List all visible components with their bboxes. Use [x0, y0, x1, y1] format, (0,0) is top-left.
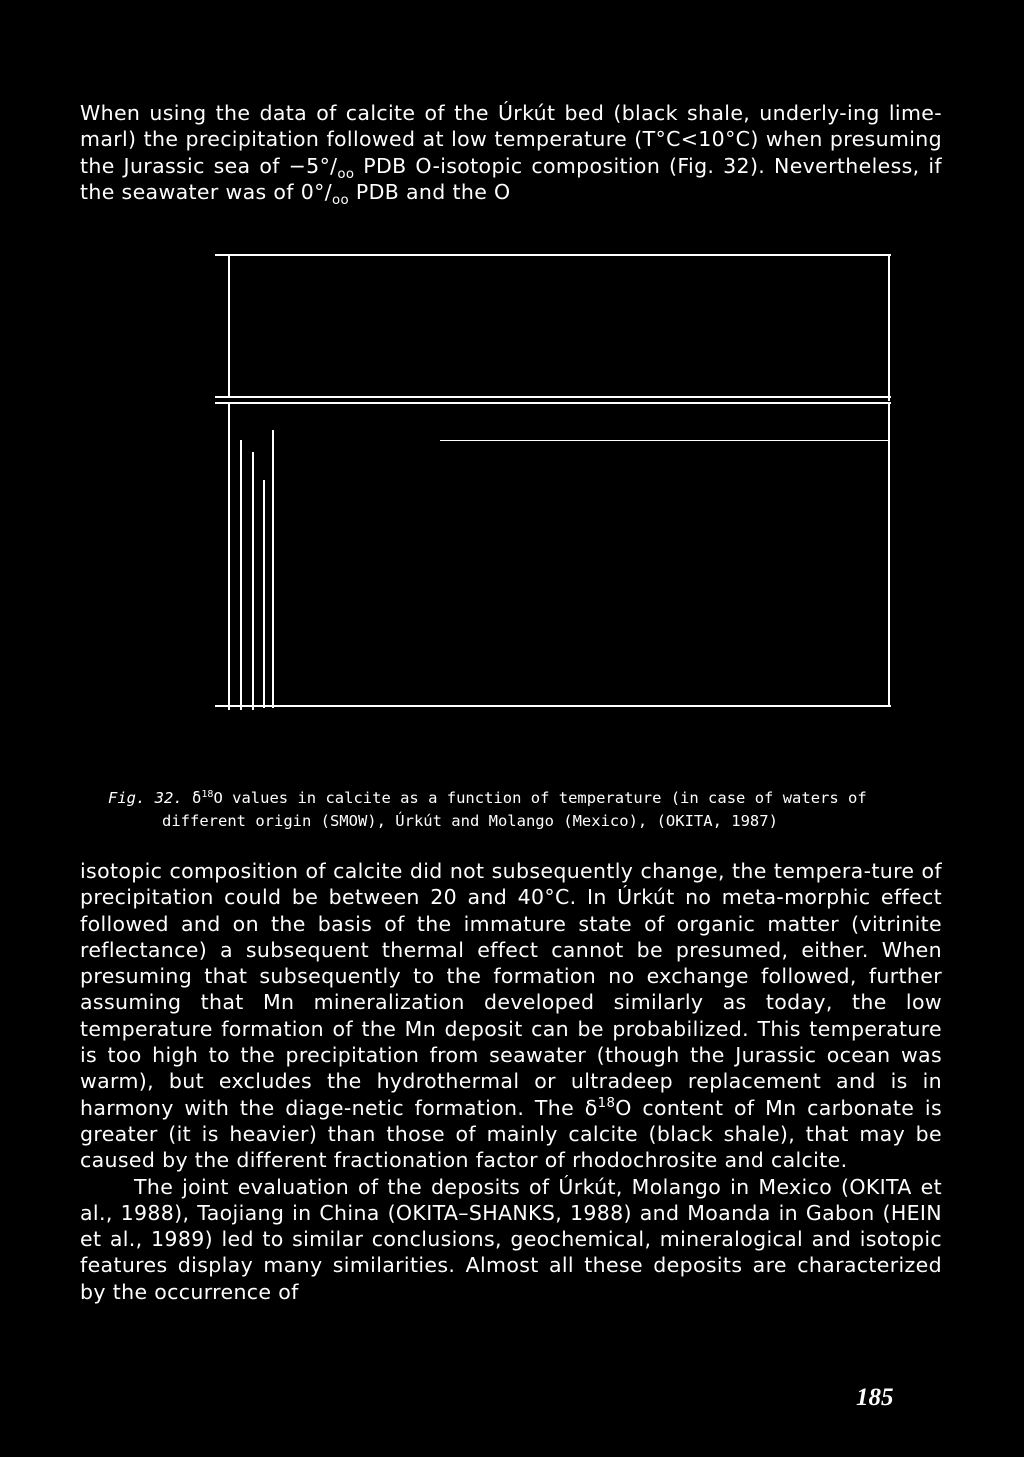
paragraph-top: [80, 100, 942, 208]
fig-line: [440, 440, 890, 441]
p2-text-a: isotopic composition of calcite did not subsequently change, the tempera-ture of precipitation could be between 20 and 40°C. In Úrkút no meta-morphic effect followed and on the basis of the immature state of organic matter (vitrinite reflectance) a subsequent thermal effect cannot be presumed, either. When presuming that subsequently to the formation no exchange followed, further assuming that Mn mineralization developed similarly as today, the low temperature formation of the Mn deposit can be probabilized. This temperature is too high to the precipitation from seawater (though the Jurassic ocean was warm), but excludes the hydrothermal or ultradeep replacement and is in harmony with the diage-netic formation. The δ: [80, 859, 942, 1120]
permil-sub-1: oo: [337, 166, 355, 182]
caption-line-1: O values in calcite as a function of temperature (in case of waters of: [213, 789, 867, 807]
caption-line-2: different origin (SMOW), Úrkút and Molango (Mexico), (OKITA, 1987): [162, 812, 778, 830]
paragraph-2: [80, 858, 942, 1174]
p1-text-a: When using the data of calcite of the Úrkút bed (black shale, underly-ing lime-marl) the precipitation followed at low temperature (T°C<10°C) when presuming the Jurassic sea of −5°/: [80, 101, 942, 178]
p1-text-c: PDB and the O: [349, 179, 511, 204]
fig-line: [215, 254, 891, 256]
delta-sup: 18: [597, 1095, 616, 1111]
figure-caption: [108, 787, 968, 833]
p1-text-b: PDB O-isotopic composition (Fig. 32). Nevertheless, if the seawater was of 0°/: [80, 153, 942, 204]
fig-line: [272, 430, 274, 708]
figure-graphic: [0, 240, 1024, 720]
paragraph-3: The joint evaluation of the deposits of Úrkút, Molango in Mexico (OKITA et al., 1988), Taojiang in China (OKITA–SHANKS, 1988) and Moanda in Gabon (HEIN et al., 1989) led to similar conclusions, geochemical, mineralogical and isotopic features display many similarities. Almost all these deposits are characterized by the occurrence of: [80, 1174, 942, 1304]
figure-label: Fig. 32.: [108, 789, 183, 807]
fig-line: [228, 404, 230, 710]
caption-delta: δ: [192, 789, 202, 807]
fig-line: [215, 396, 891, 398]
fig-line: [240, 440, 242, 710]
fig-line: [263, 480, 265, 708]
page-number: 185: [856, 1384, 894, 1411]
paragraph-main: [80, 858, 942, 1305]
fig-line: [888, 402, 890, 705]
caption-sup: 18: [201, 788, 214, 800]
fig-line: [215, 705, 891, 707]
permil-sub-2: oo: [332, 192, 349, 208]
paragraph-1: [80, 100, 942, 208]
fig-line: [228, 256, 230, 396]
fig-line: [252, 452, 254, 710]
fig-line: [215, 402, 891, 404]
p2-text-b: O content of Mn carbonate is greater (it is heavier) than those of mainly calcite (black shale), that may be caused by the different fractionation factor of rhodochrosite and calcite.: [80, 1095, 942, 1173]
fig-line: [888, 256, 890, 401]
